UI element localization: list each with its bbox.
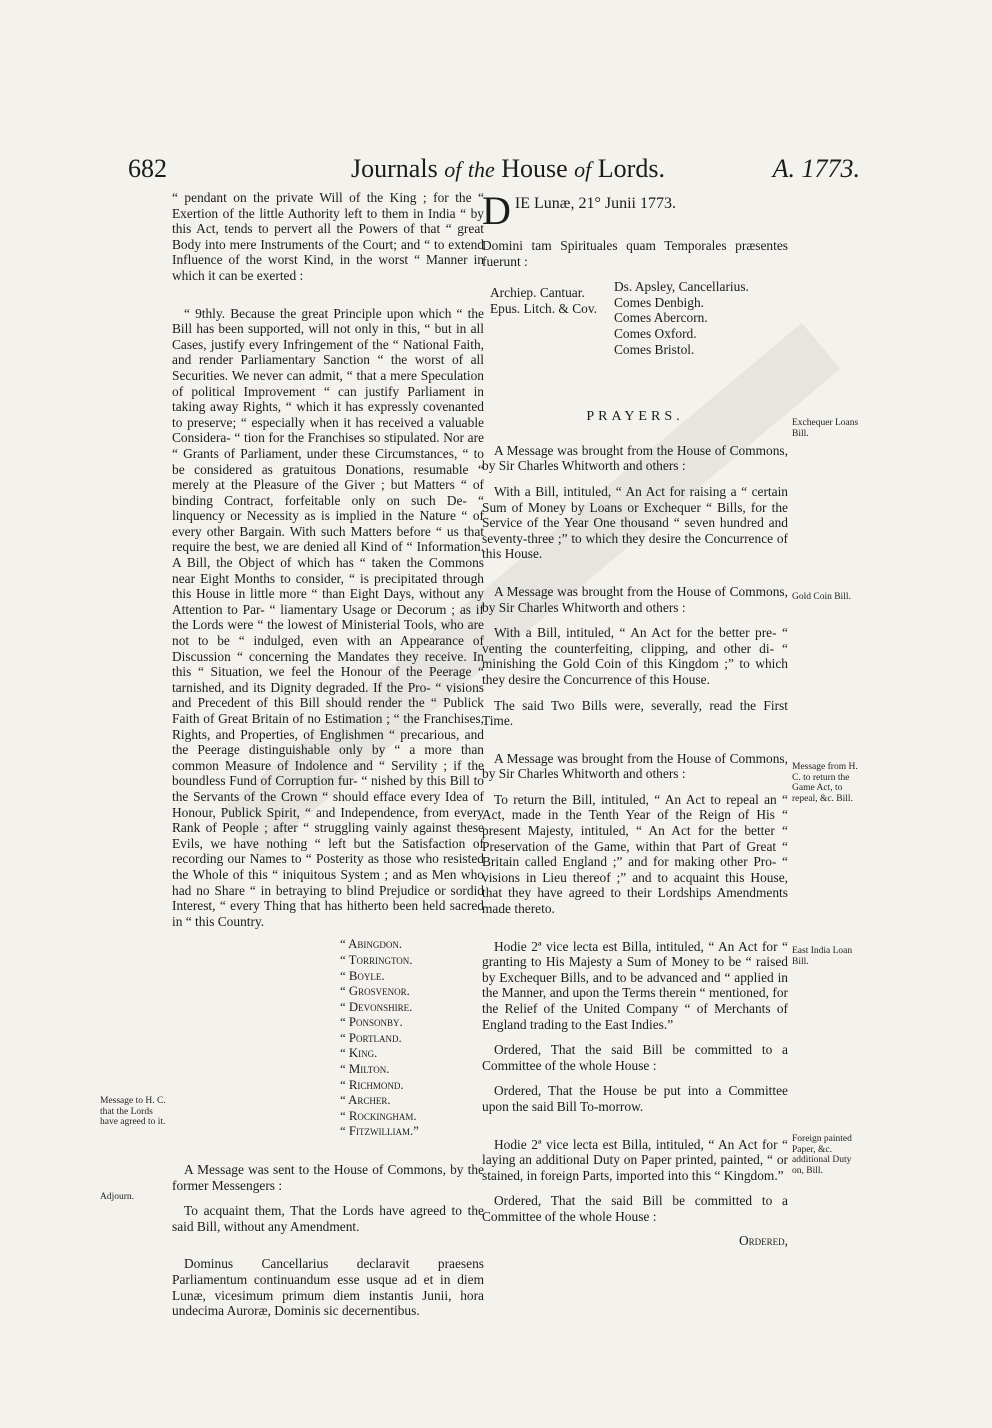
acquaint-paragraph: To acquaint them, That the Lords have agreed to the said Bill, without any Amendment.: [172, 1203, 484, 1234]
bill-1: With a Bill, intituled, “ An Act for raising a “ certain Sum of Money by Loans or Exchequer “ Bills, for the Service of the Year One thousand “ seven hundred and seventy-three ;” to which they desire the Concurrence of this House.: [482, 483, 788, 562]
title-of: of: [444, 157, 462, 182]
protest-paragraph-1: “ pendant on the private Will of the King ; for the “ Exertion of the little Authority left to them in India “ by this Act, tends to pervert all the Powers of that “ great Body into mere Instruments of the Court; and “ to extend Influence of the worst Kind, in the worst “ Manner in which it can be exerted :: [172, 190, 484, 283]
title-lords: Lords.: [597, 154, 665, 183]
signatories: [340, 937, 484, 1140]
message-sent: A Message was sent to the House of Commons, by the former Messengers :: [172, 1162, 484, 1193]
margin-note-foreign-paper: Foreign painted Paper, &c. additional Duty on, Bill.: [792, 1134, 852, 1176]
title-of-2: of: [574, 157, 592, 182]
year: A. 1773.: [772, 154, 860, 183]
margin-note-gold-coin: Gold Coin Bill.: [792, 592, 851, 602]
member: Comes Denbigh.: [614, 294, 705, 310]
ordered-3: Ordered, That the said Bill be committed to a Committee of the whole House :: [482, 1193, 788, 1224]
message-2: A Message was brought from the House of Commons, by Sir Charles Whitworth and others :: [482, 583, 788, 615]
margin-note-message: Message to H. C. that the Lords have agreed to it.: [100, 1096, 166, 1127]
date-line: IE Lunæ, 21° Junii 1773.: [514, 195, 676, 212]
signatory: “ Richmond.: [340, 1077, 404, 1092]
signatory: “ Portland.: [340, 1030, 402, 1045]
margin-note-exchequer: Exchequer Loans Bill.: [792, 418, 859, 439]
signatory: “ King.: [340, 1046, 378, 1061]
title-journals: Journals: [351, 154, 438, 183]
prayers-heading: PRAYERS.: [586, 409, 684, 425]
signatory: “ Abingdon.: [340, 937, 403, 952]
member: Comes Bristol.: [614, 341, 695, 357]
second-reading-east-india: Hodie 2ª vice lecta est Billa, intituled, “ An Act for “ granting to His Majesty a Sum of Money to be “ raised by Exchequer Bills, and to be advanced and “ applied in the Manner, and upon the Terms therein “ mentioned, for the Relief of the United Company “ of Merchants of England trading to the East Indies.”: [482, 938, 788, 1032]
signatory: “ Torrington.: [340, 952, 413, 967]
sitting-date: [482, 188, 788, 233]
left-column: [172, 190, 484, 1319]
first-reading: The said Two Bills were, severally, read the First Time.: [482, 697, 788, 729]
ordered-1: Ordered, That the said Bill be committed to a Committee of the whole House :: [482, 1042, 788, 1073]
members-present: [482, 279, 788, 375]
signatory: “ Ponsonby.: [340, 1015, 403, 1030]
title-the: the: [467, 157, 495, 182]
page-number: 682: [128, 154, 167, 183]
signatory: “ Archer.: [340, 1093, 391, 1108]
second-reading-paper: Hodie 2ª vice lecta est Billa, intituled, “ An Act for “ laying an additional Duty on Paper printed, painted, “ or stained, in foreign Parts, imported into this “ Kingdom.”: [482, 1136, 788, 1183]
message-3: A Message was brought from the House of Commons, by Sir Charles Whitworth and others :: [482, 750, 788, 782]
adjournment-paragraph: Dominus Cancellarius declaravit praesens Parliamentum continuandum esse usque ad et in diem Lunæ, vicesimum primum diem instantis Junii, hora undecima Auroræ, Dominis sic decernentibus.: [172, 1256, 484, 1319]
running-title: [298, 154, 718, 184]
margin-note-adjourn: Adjourn.: [100, 1192, 135, 1202]
member: Ds. Apsley, Cancellarius.: [614, 279, 749, 295]
signatory: “ Fitzwilliam.”: [340, 1124, 419, 1139]
members-present-heading: Domini tam Spirituales quam Temporales præsentes fuerunt :: [482, 238, 788, 269]
message-1: A Message was brought from the House of Commons, by Sir Charles Whitworth and others :: [482, 442, 788, 474]
return-bill: To return the Bill, intituled, “ An Act to repeal an “ Act, made in the Tenth Year of the Reign of His “ present Majesty, intituled, “ An Act for the better “ Preservation of the Game, within that Part of Great “ Britain called England ;” and for making other Pro- “ visions in Lieu thereof ;” and to acquaint this House, that they have agreed to their Lordships Amendments made thereto.: [482, 791, 788, 917]
drop-cap: D: [482, 188, 511, 233]
ordered-2: Ordered, That the House be put into a Committee upon the said Bill To-morrow.: [482, 1083, 788, 1114]
margin-note-east-india: East India Loan Bill.: [792, 946, 853, 967]
signatory: “ Rockingham.: [340, 1108, 417, 1123]
signatory: “ Devonshire.: [340, 999, 413, 1014]
margin-note-game-act: Message from H. C. to return the Game Act, to repeal, &c. Bill.: [792, 762, 858, 804]
right-column: [482, 190, 788, 1248]
signatory: “ Boyle.: [340, 968, 385, 983]
members-spiritual: Archiep. Cantuar. Epus. Litch. & Cov.: [490, 285, 597, 316]
member: Comes Abercorn.: [614, 310, 708, 326]
members-temporal: [614, 279, 794, 357]
member: Comes Oxford.: [614, 325, 697, 341]
protest-paragraph-2: “ 9thly. Because the great Principle upon which “ the Bill has been supported, will not only in this, “ but in all Cases, justify every Infringement of the “ National Faith, and render Parliamentary Sanction “ the worst of all Securities. We never can admit, “ that a mere Speculation of political Improvement “ can justify Parliament in taking away Rights, “ which it has expressly covenanted to preserve; “ especially when it has received a valuable Considera- “ tion for the Franchises so stipulated. Nor are “ Grants of Parliament, under these Circumstances, “ to be considered as gratuitous Donations, resumable “ merely at the Pleasure of the Giver ; but Matters “ of binding Contract, forfeitable only on such De- “ linquency or Necessity as is implied in the Nature “ of every other Bargain. With such Matters before “ us that require the best, we are denied all Kind of “ Information. A Bill, the Object of which has “ taken the Commons near Eight Months to consider, “ is precipitated through this House in little more “ than Eight Days, without any Attention to Par- “ liamentary Usage or Decorum ; as if the Lords were “ the lowest of Ministerial Tools, who are not to be “ indulged, even with an Appearance of Discussion “ concerning the Mandates they receive. In this “ Situation, we feel the Honour of the Peerage “ tarnished, and its Dignity degraded. If the Pro- “ visions and Precedent of this Bill should render the “ Publick Faith of Great Britain of no Estimation ; “ the Franchises, Rights, and Properties, of Englishmen “ precarious, and the Peerage distinguishable only by “ a more than common Measure of Indolence and “ Servility ; if the boundless Fund of Corruption fur- “ nished by this Bill to the Servants of the Crown “ should efface every Idea of Honour, Publick Spirit, “ and Independence, from every Rank of People ; after “ struggling vainly against these Evils, we have nothing “ left but the Satisfaction of recording our Names to “ Posterity as those who resisted the Whole of this “ iniquitous System ; and as Men who had no Share “ in betraying to blind Prejudice or sordid Interest, “ every Thing that has hitherto been held sacred in “ this Country.: [172, 305, 484, 929]
title-house: House: [501, 154, 568, 183]
signatory: “ Milton.: [340, 1062, 390, 1077]
bill-2: With a Bill, intituled, “ An Act for the better pre- “ venting the counterfeiting, clipping, and other di- “ minishing the Gold Coin of this Kingdom ;” to which they desire the Concurrence of this House.: [482, 625, 788, 687]
signatory: “ Grosvenor.: [340, 984, 410, 999]
catchword: Ordered,: [738, 1232, 788, 1248]
